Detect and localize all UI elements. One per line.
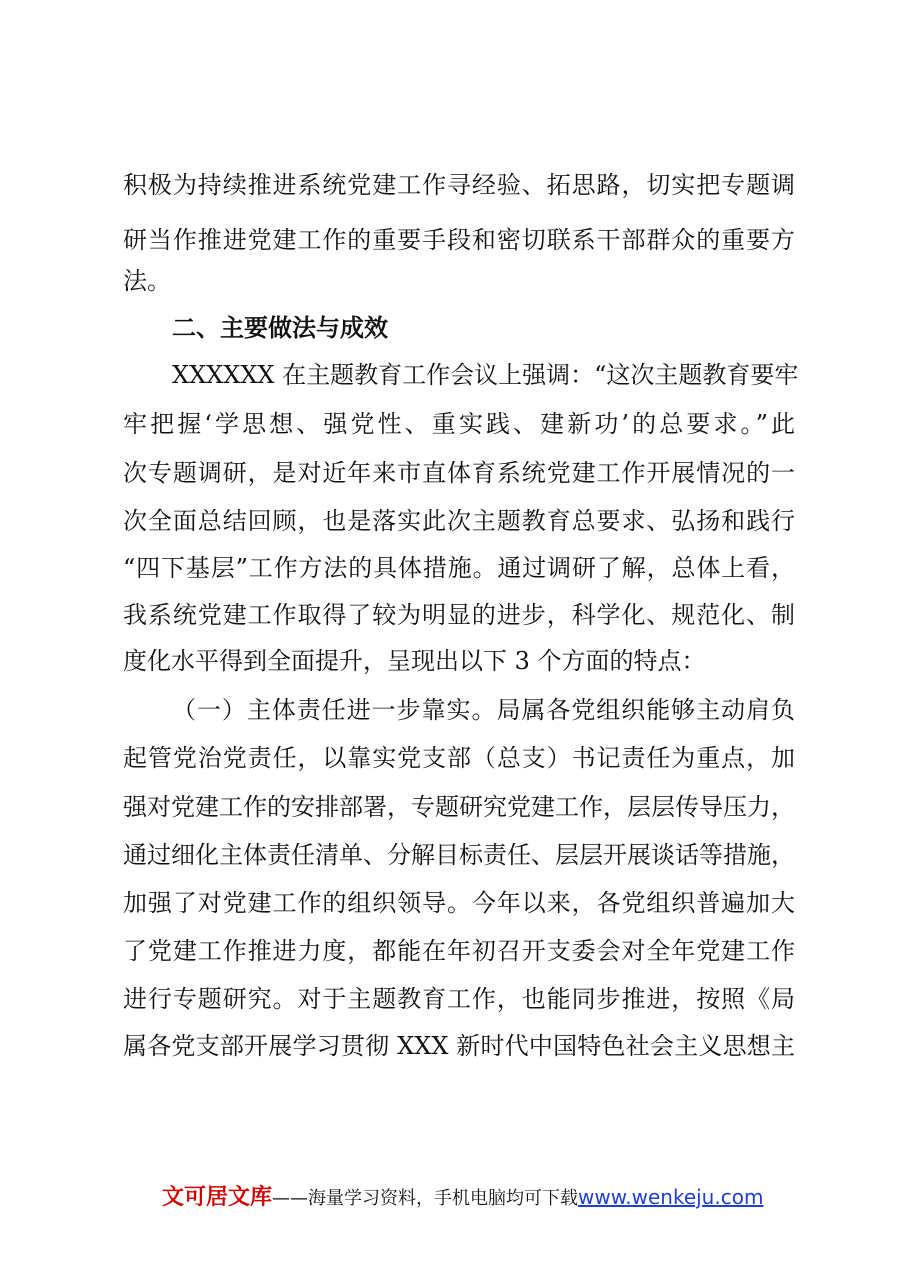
paragraph-line: 法。 [123,267,171,295]
paragraph-line: 通过细化主体责任清单、分解目标责任、层层开展谈话等措施， [123,841,795,869]
paragraph-line: 次专题调研，是对近年来市直体育系统党建工作开展情况的一 [123,459,795,487]
paragraph-line: 加强了对党建工作的组织领导。今年以来，各党组织普遍加大 [123,889,795,917]
paragraph-line: 我系统党建工作取得了较为明显的进步，科学化、规范化、制 [123,601,795,629]
paragraph-line: 了党建工作推进力度，都能在年初召开支委会对全年党建工作 [123,937,795,965]
paragraph-line: （一）主体责任进一步靠实。局属各党组织能够主动肩负 [172,696,795,724]
paragraph-line: “四下基层”工作方法的具体措施。通过调研了解，总体上看， [123,554,795,582]
paragraph-line: 强对党建工作的安排部署，专题研究党建工作，层层传导压力， [123,793,795,821]
footer-banner [162,1182,763,1212]
paragraph-line: 进行专题研究。对于主题教育工作，也能同步推进，按照《局 [123,985,795,1013]
section-heading: 二、主要做法与成效 [172,314,388,342]
footer-slogan: ——海量学习资料，手机电脑均可下载 [272,1188,579,1209]
paragraph-line: 起管党治党责任，以靠实党支部（总支）书记责任为重点，加 [123,744,795,772]
footer-url-link[interactable]: www.wenkeju.com [578,1185,764,1209]
paragraph-line: 度化水平得到全面提升，呈现出以下 3 个方面的特点： [123,647,706,675]
footer-brand: 文可居文库 [162,1185,273,1210]
paragraph-line: 次全面总结回顾，也是落实此次主题教育总要求、弘扬和践行 [123,507,795,535]
paragraph-line: 属各党支部开展学习贯彻 XXX 新时代中国特色社会主义思想主 [123,1032,795,1060]
paragraph-line: 研当作推进党建工作的重要手段和密切联系干部群众的重要方 [123,226,795,254]
paragraph-line: 积极为持续推进系统党建工作寻经验、拓思路，切实把专题调 [123,171,795,199]
paragraph-line: XXXXXX 在主题教育工作会议上强调：“这次主题教育要牢 [172,361,799,389]
paragraph-line: 牢把握‘学思想、强党性、重实践、建新功’的总要求。”此 [123,410,795,438]
